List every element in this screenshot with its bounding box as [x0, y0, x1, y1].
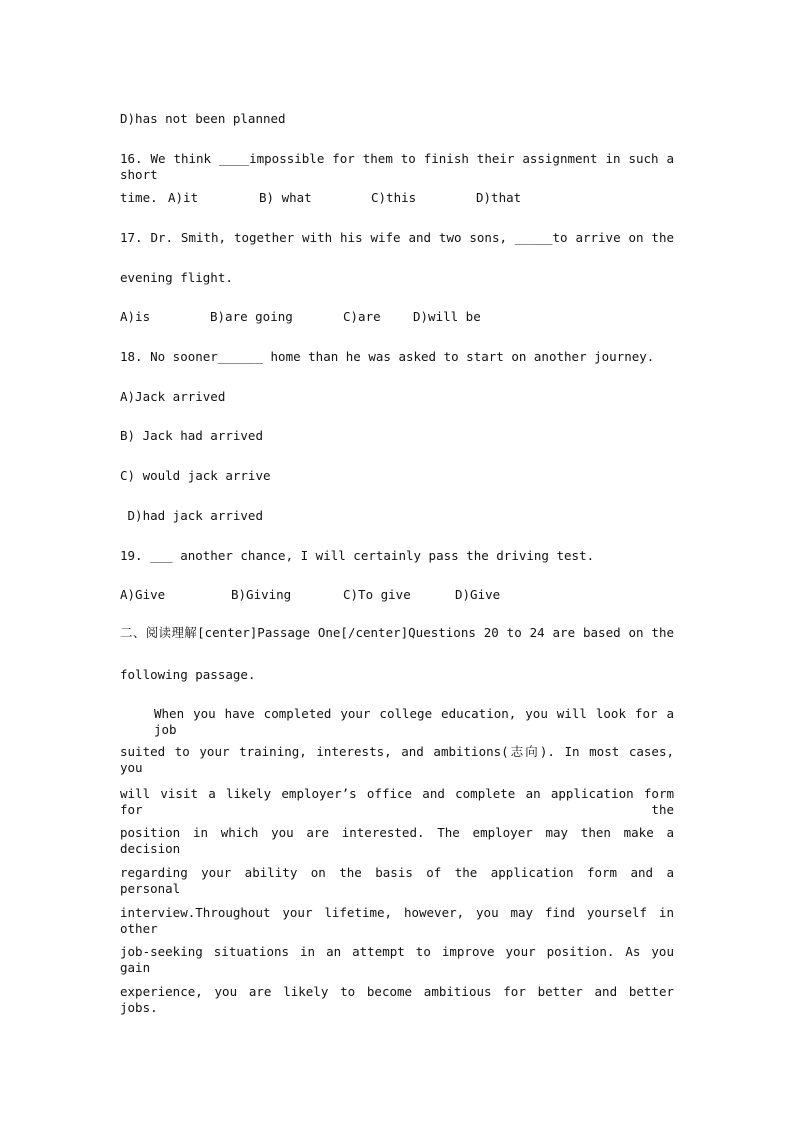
q19-option-a: A)Give [120, 587, 166, 602]
q18-stem: 18. No sooner______ home than he was asked to start on another journey. [120, 349, 655, 364]
q19-option-b: B)Giving [231, 587, 292, 602]
passage-line-8: experience, you are likely to become ambitious for better and better jobs. [120, 984, 674, 1015]
passage-line-3: will visit a likely employer’s office and complete an application form for the [120, 786, 674, 817]
q17-stem-line1: 17. Dr. Smith, together with his wife and two sons, _____to arrive on the [120, 230, 674, 245]
q18-option-a: A)Jack arrived [120, 389, 226, 404]
q17-option-b: B)are going [210, 309, 293, 324]
q18-option-d: D)had jack arrived [120, 508, 263, 523]
q18-option-c: C) would jack arrive [120, 468, 271, 483]
section2-heading-line2: following passage. [120, 667, 256, 682]
q17-option-c: C)are [343, 309, 381, 324]
passage-line-5: regarding your ability on the basis of the application form and a personal [120, 865, 674, 896]
q16-option-b: B) what [259, 190, 312, 205]
q17-option-a: A)is [120, 309, 151, 324]
q15-option-d: D)has not been planned [120, 111, 286, 126]
q16-option-c: C)this [371, 190, 417, 205]
passage-line-1: When you have completed your college education, you will look for a job [154, 706, 674, 737]
q19-option-d: D)Give [455, 587, 501, 602]
q17-stem-line2: evening flight. [120, 270, 233, 285]
q17-option-d: D)will be [413, 309, 481, 324]
q16-stem-line2: time. [120, 190, 158, 205]
section2-heading: 二、阅读理解[center]Passage One[/center]Questions 20 to 24 are based on the [120, 625, 674, 640]
passage-line-4: position in which you are interested. The employer may then make a decision [120, 825, 674, 856]
passage-line-2: suited to your training, interests, and ambitions(志向). In most cases, you [120, 744, 674, 775]
q16-option-a: A)it [168, 190, 199, 205]
passage-line-7: job-seeking situations in an attempt to improve your position. As you gain [120, 944, 674, 975]
passage-line-6: interview.Throughout your lifetime, however, you may find yourself in other [120, 905, 674, 936]
q19-stem: 19. ___ another chance, I will certainly pass the driving test. [120, 548, 595, 563]
q16-option-d: D)that [476, 190, 522, 205]
q18-option-b: B) Jack had arrived [120, 428, 263, 443]
q19-option-c: C)To give [343, 587, 411, 602]
q16-stem-line1: 16. We think ____impossible for them to finish their assignment in such a short [120, 151, 674, 182]
